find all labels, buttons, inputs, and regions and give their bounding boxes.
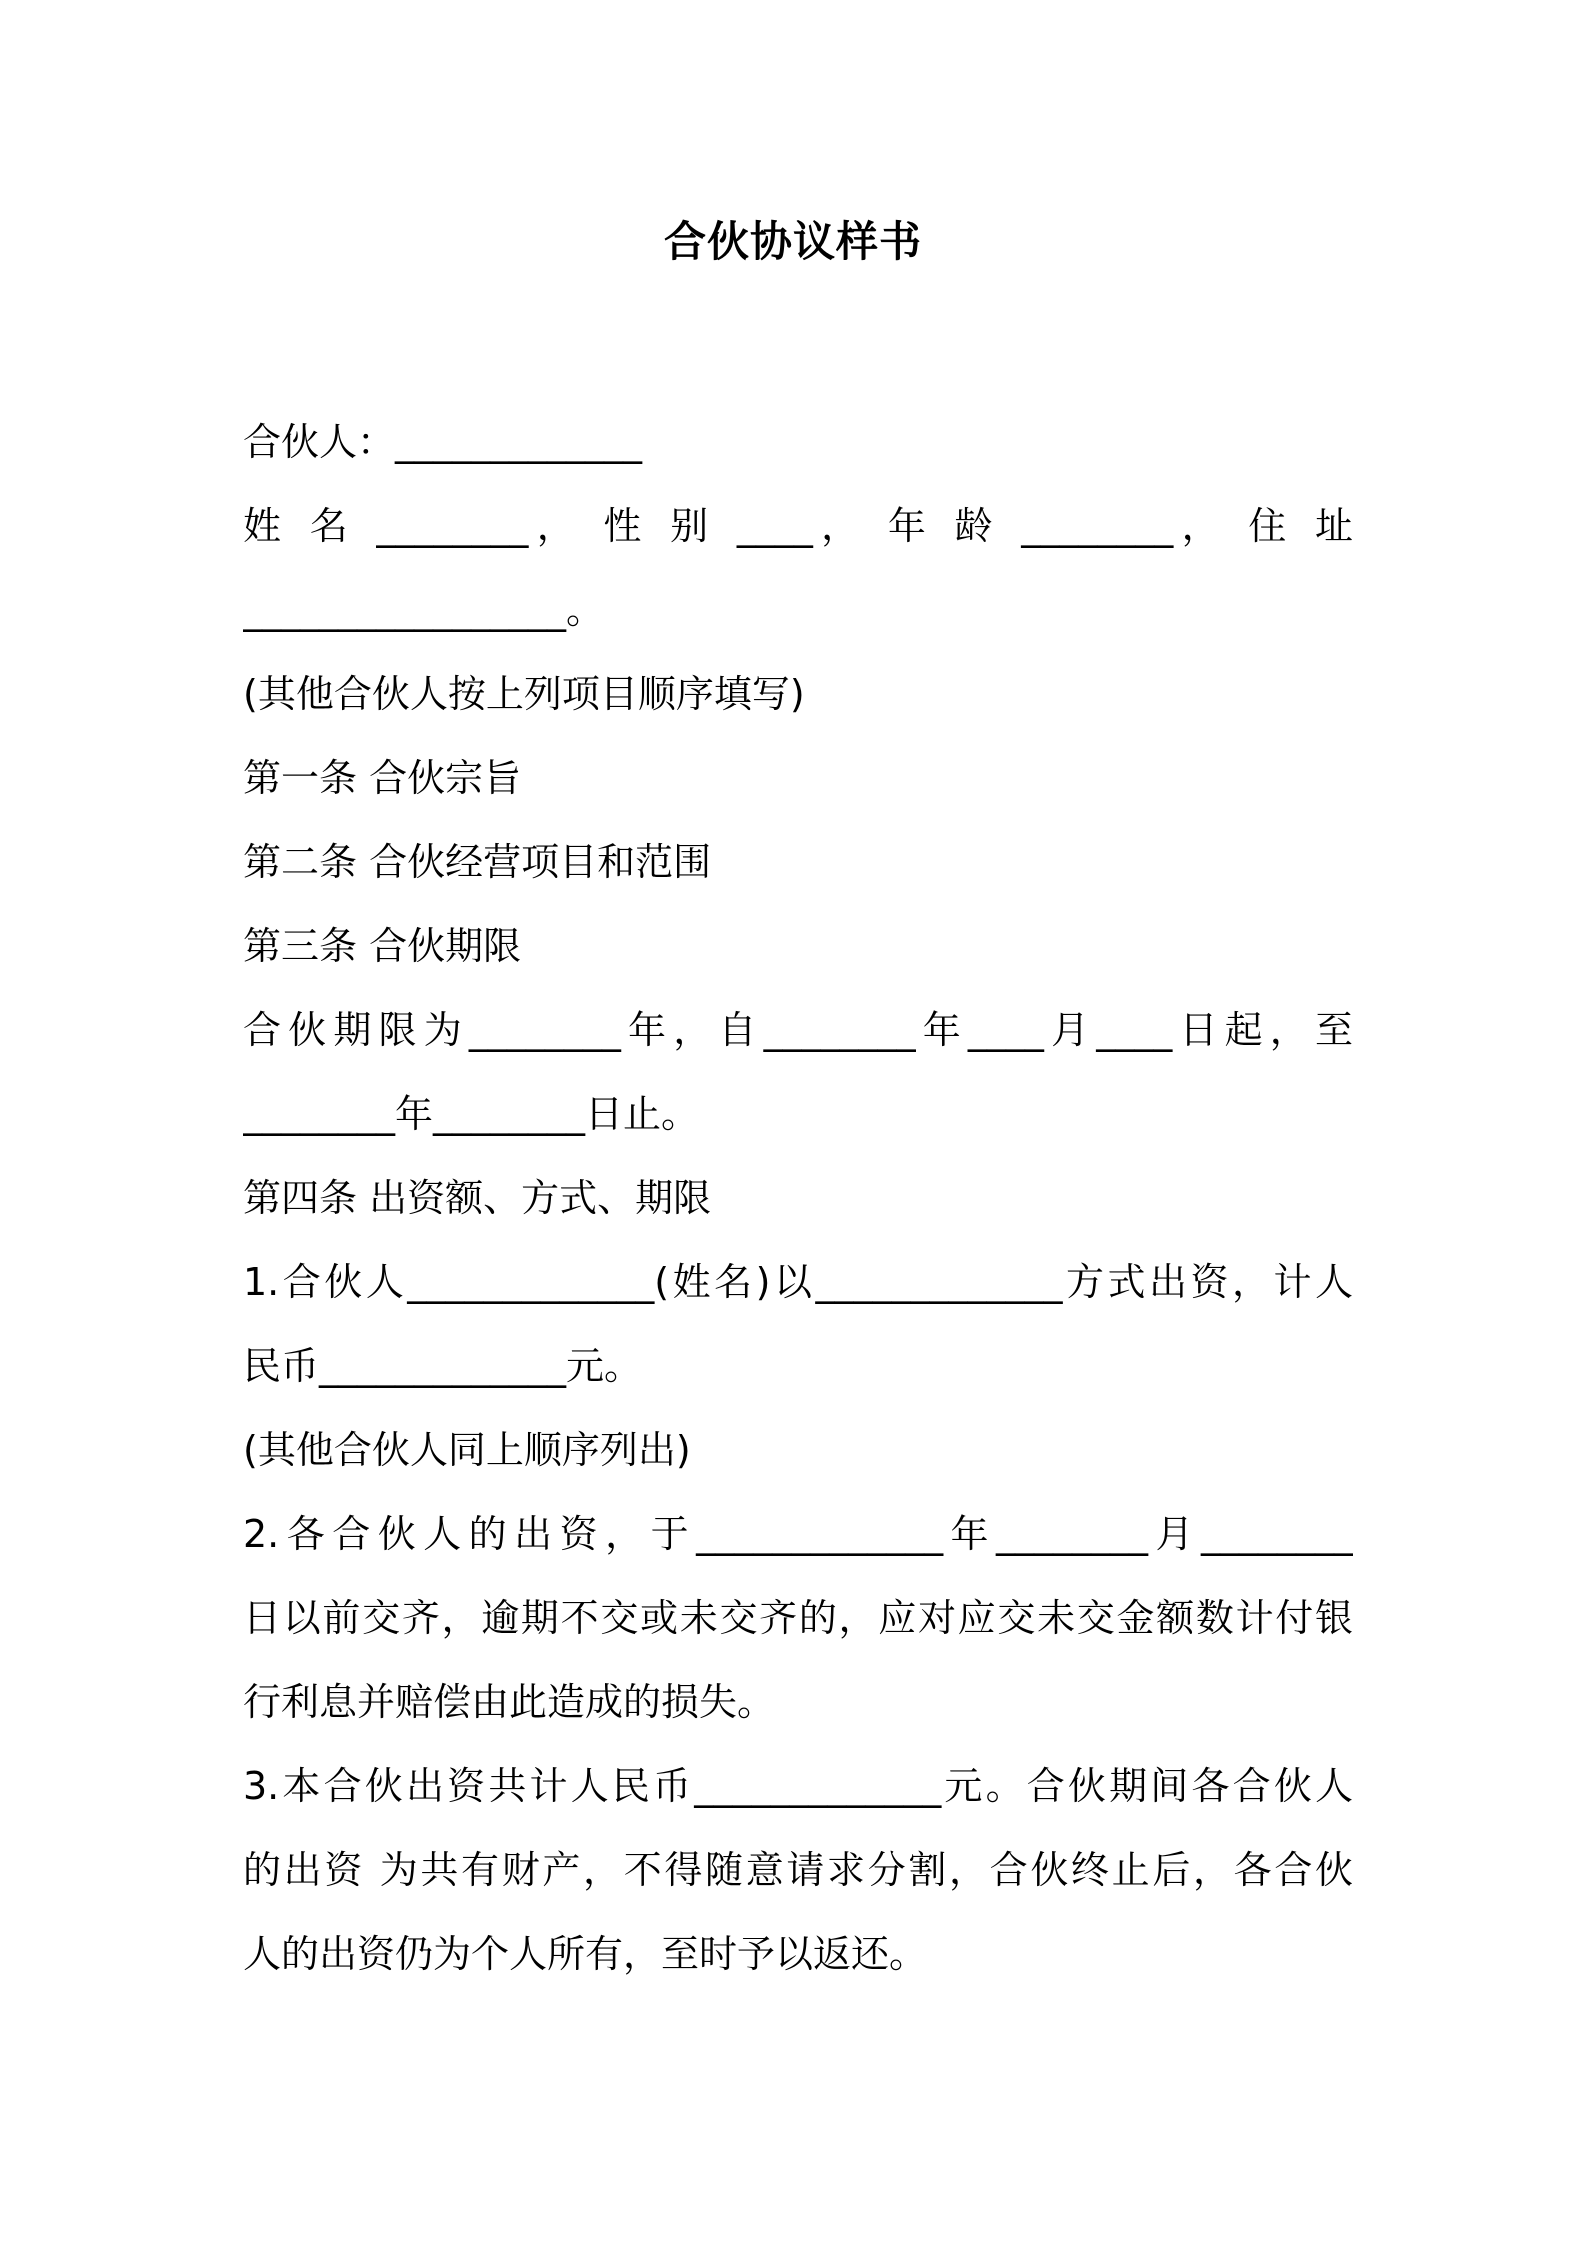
clause-3-line-1: 3.本合伙出资共计人民币_____________元。合伙期间各合伙人 xyxy=(243,1764,1353,1808)
article-4-heading: 第四条 出资额、方式、期限 xyxy=(243,1176,712,1220)
article-1-heading: 第一条 合伙宗旨 xyxy=(243,756,522,800)
partner-line: 合伙人：_____________ xyxy=(243,420,643,464)
clause-2-line-3: 行利息并赔偿由此造成的损失。 xyxy=(243,1680,776,1724)
article-3-heading: 第三条 合伙期限 xyxy=(243,924,522,968)
other-partners-order-note: (其他合伙人同上顺序列出) xyxy=(243,1428,691,1472)
clause-3-line-3: 人的出资仍为个人所有，至时予以返还。 xyxy=(243,1932,928,1976)
document-title: 合伙协议样书 xyxy=(663,217,922,266)
partner-details-line: 姓 名 ________， 性 别 ____， 年 龄 ________， 住 址 xyxy=(243,504,1353,548)
address-blank-line: _________________。 xyxy=(243,588,605,632)
term-line-1: 合伙期限为________年，自________年____月____日起，至 xyxy=(243,1008,1353,1052)
article-2-heading: 第二条 合伙经营项目和范围 xyxy=(243,840,712,884)
other-partners-note: (其他合伙人按上列项目顺序填写) xyxy=(243,672,805,716)
clause-1-line-1: 1.合伙人_____________(姓名)以_____________方式出资，计人 xyxy=(243,1260,1353,1304)
clause-3-line-2: 的出资 为共有财产，不得随意请求分割，合伙终止后，各合伙 xyxy=(243,1848,1353,1892)
document-body xyxy=(243,400,1353,1996)
clause-2-line-1: 2.各合伙人的出资，于_____________年________月________ xyxy=(243,1512,1353,1556)
clause-2-line-2: 日以前交齐，逾期不交或未交齐的，应对应交未交金额数计付银 xyxy=(243,1596,1353,1640)
term-line-2: ________年________日止。 xyxy=(243,1092,700,1136)
clause-1-line-2: 民币_____________元。 xyxy=(243,1344,643,1388)
